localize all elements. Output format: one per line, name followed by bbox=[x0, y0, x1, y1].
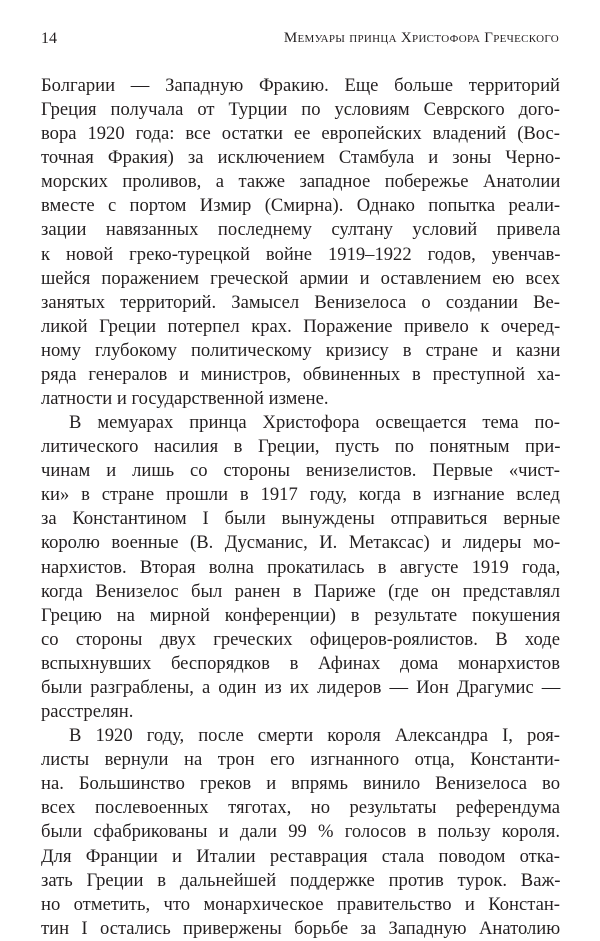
text-line: ряда генералов и министров, обвиненных в преступной ха- bbox=[41, 363, 561, 385]
text-line: зать Греции в дальнейшей поддержке против турок. Важ- bbox=[41, 869, 561, 891]
text-line: но отметить, что монархическое правительство и Констан- bbox=[41, 893, 560, 915]
page-number: 14 bbox=[41, 30, 57, 47]
paragraph bbox=[41, 724, 560, 941]
running-title: Мемуары принца Христофора Греческого bbox=[283, 30, 559, 46]
text-line: вора 1920 года: все остатки ее европейских владений (Вос- bbox=[41, 123, 560, 145]
text-line: чинам и лишь со стороны венизелистов. Первые «чист- bbox=[41, 460, 560, 482]
text-line: шейся поражением греческой армии и оставлением ею всех bbox=[41, 267, 560, 289]
text-line: вспыхнувших беспорядков в Афинах дома монархистов bbox=[41, 652, 560, 674]
text-line: были разграблены, а один из их лидеров — Ион Драгумис — bbox=[41, 676, 561, 698]
text-line: нархистов. Вторая волна прокатилась в августе 1919 года, bbox=[41, 556, 561, 578]
text-line: на. Большинство греков и впрямь винило Венизелоса во bbox=[41, 773, 560, 795]
text-line: В мемуарах принца Христофора освещается тема по- bbox=[69, 412, 560, 434]
text-line: за Константином I были вынуждены отправиться верные bbox=[41, 508, 561, 530]
text-line: В 1920 году, после смерти короля Александра I, роя- bbox=[69, 725, 560, 747]
text-line: Греция получала от Турции по условиям Севрского дого- bbox=[41, 99, 560, 121]
text-line: латности и государственной измене. bbox=[41, 388, 329, 410]
text-line: тин I остались привержены борьбе за Западную Анатолию bbox=[41, 917, 561, 939]
text-line: точная Фракия) за исключением Стамбула и зоны Черно- bbox=[41, 147, 561, 169]
text-line: ликой Греции потерпел крах. Поражение привело к очеред- bbox=[41, 315, 561, 337]
text-line: Для Франции и Италии реставрация стала поводом отка- bbox=[41, 845, 560, 867]
paragraph bbox=[41, 74, 560, 411]
text-line: листы вернули на трон его изгнанного отца, Константи- bbox=[41, 749, 560, 771]
text-line: к новой греко-турецкой войне 1919–1922 годов, увенчав- bbox=[41, 243, 561, 265]
page-header bbox=[41, 30, 559, 50]
text-line: со стороны двух греческих офицеров-роялистов. В ходе bbox=[41, 628, 560, 650]
text-line: королю военные (В. Дусманис, И. Метаксас) и лидеры мо- bbox=[41, 532, 561, 554]
text-line: Грецию на мирной конференции) в результате покушения bbox=[41, 604, 561, 626]
text-line: зации навязанных последнему султану условий привела bbox=[41, 219, 561, 241]
text-line: литического насилия в Греции, пусть по понятным при- bbox=[41, 436, 561, 458]
text-line: Болгарии — Западную Фракию. Еще больше территорий bbox=[41, 75, 560, 96]
text-line: вместе с портом Измир (Смирна). Однако попытка реали- bbox=[41, 195, 561, 217]
paragraph bbox=[41, 411, 560, 724]
text-line: ки» в стране прошли в 1917 году, когда в изгнание вслед bbox=[41, 484, 560, 506]
body-text bbox=[41, 74, 560, 941]
text-line: всех послевоенных тяготах, но результаты референдума bbox=[41, 797, 560, 819]
text-line: ному глубокому политическому кризису в стране и казни bbox=[41, 339, 561, 361]
text-line: расстрелян. bbox=[41, 701, 134, 723]
text-line: занятых территорий. Замысел Венизелоса о создании Ве- bbox=[41, 291, 560, 313]
text-line: морских проливов, а также западное побережье Анатолии bbox=[41, 171, 561, 193]
text-line: были сфабрикованы и дали 99 % голосов в пользу короля. bbox=[41, 821, 560, 843]
text-line: когда Венизелос был ранен в Париже (где он представлял bbox=[41, 580, 560, 602]
